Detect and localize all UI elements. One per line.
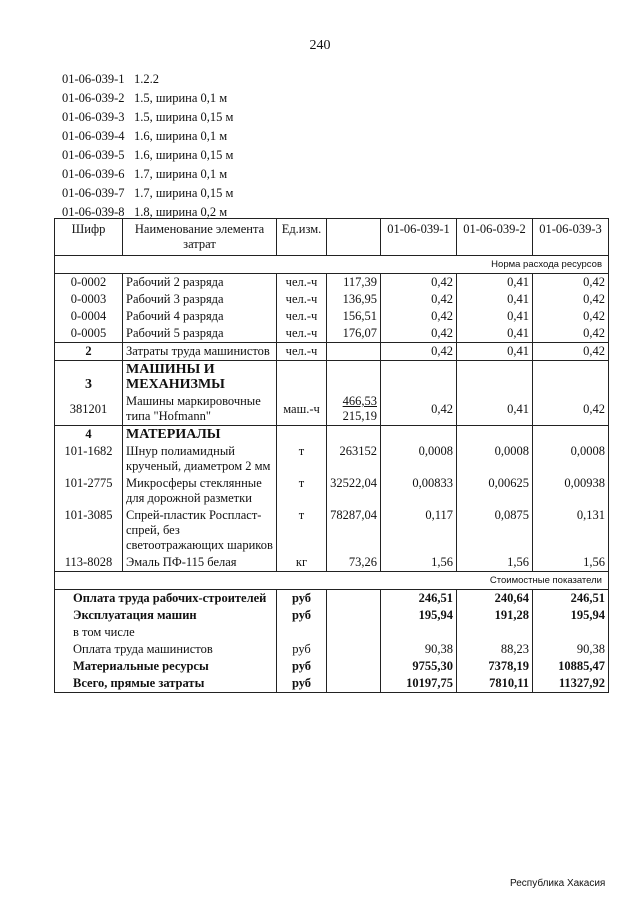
row-code: 113-8028 <box>55 554 123 572</box>
code-list <box>62 70 233 222</box>
row-code: 0-0005 <box>55 325 123 343</box>
row-code: 2 <box>55 343 123 361</box>
code-id: 01-06-039-2 <box>62 91 125 105</box>
code-row <box>62 184 233 203</box>
row-value-3: 0,42 <box>533 343 609 361</box>
row-value-3: 0,42 <box>533 291 609 308</box>
code-desc: 1.2.2 <box>134 72 159 86</box>
header-name: Наименование элемента затрат <box>123 219 277 256</box>
row-price: 156,51 <box>327 308 381 325</box>
cost-name: Оплата труда рабочих-строителей <box>55 590 277 608</box>
table-header-row <box>55 219 609 256</box>
row-value-1: 0,42 <box>381 325 457 343</box>
section-norm-label: Норма расхода ресурсов <box>55 256 609 274</box>
row-price: 78287,04 <box>327 507 381 554</box>
table-row <box>55 325 609 343</box>
row-unit: кг <box>277 554 327 572</box>
row-unit: т <box>277 475 327 507</box>
cost-row <box>55 658 609 675</box>
cost-name: Эксплуатация машин <box>55 607 277 624</box>
row-price: 136,95 <box>327 291 381 308</box>
code-desc: 1.8, ширина 0,2 м <box>134 205 228 219</box>
row-name: Рабочий 5 разряда <box>123 325 277 343</box>
row-value-3: 0,00938 <box>533 475 609 507</box>
footer-region: Республика Хакасия <box>510 878 606 889</box>
row-code: 0-0003 <box>55 291 123 308</box>
price-primary: 466,53 <box>342 394 377 408</box>
row-value-1: 0,42 <box>381 343 457 361</box>
cost-row <box>55 641 609 658</box>
section-cost-row <box>55 572 609 590</box>
row-price: 73,26 <box>327 554 381 572</box>
table-row <box>55 343 609 361</box>
code-row <box>62 165 233 184</box>
code-row <box>62 89 233 108</box>
cost-row <box>55 607 609 624</box>
code-desc: 1.7, ширина 0,1 м <box>134 167 228 181</box>
row-value-1: 0,117 <box>381 507 457 554</box>
row-unit: чел.-ч <box>277 308 327 325</box>
table-row <box>55 554 609 572</box>
cost-value-1: 90,38 <box>381 641 457 658</box>
cost-name: в том числе <box>55 624 277 641</box>
row-unit: чел.-ч <box>277 291 327 308</box>
row-price <box>327 393 381 426</box>
cost-value-3: 11327,92 <box>533 675 609 693</box>
table-row <box>55 308 609 325</box>
row-code: 0-0002 <box>55 274 123 292</box>
price-secondary: 215,19 <box>342 409 377 423</box>
table-row <box>55 507 609 554</box>
cost-value-3: 246,51 <box>533 590 609 608</box>
row-name: Рабочий 3 разряда <box>123 291 277 308</box>
cost-unit: руб <box>277 607 327 624</box>
code-id: 01-06-039-8 <box>62 205 125 219</box>
table-row <box>55 475 609 507</box>
cost-value-3 <box>533 624 609 641</box>
cost-value-2: 7810,11 <box>457 675 533 693</box>
header-col-1: 01-06-039-1 <box>381 219 457 256</box>
row-price: 176,07 <box>327 325 381 343</box>
row-name: Эмаль ПФ-115 белая <box>123 554 277 572</box>
resource-table <box>54 218 609 693</box>
section-cost-label: Стоимостные показатели <box>55 572 609 590</box>
code-id: 01-06-039-6 <box>62 167 125 181</box>
cost-value-3: 195,94 <box>533 607 609 624</box>
header-col-3: 01-06-039-3 <box>533 219 609 256</box>
row-value-2: 0,41 <box>457 393 533 426</box>
row-code: 4 <box>55 426 123 444</box>
row-price: 117,39 <box>327 274 381 292</box>
code-row <box>62 70 233 89</box>
code-id: 01-06-039-1 <box>62 72 125 86</box>
cost-unit: руб <box>277 675 327 693</box>
row-value-2: 0,41 <box>457 343 533 361</box>
row-value-3: 0,42 <box>533 274 609 292</box>
row-value-3: 0,42 <box>533 308 609 325</box>
row-code: 101-2775 <box>55 475 123 507</box>
code-desc: 1.5, ширина 0,15 м <box>134 110 234 124</box>
cost-value-1: 9755,30 <box>381 658 457 675</box>
code-id: 01-06-039-3 <box>62 110 125 124</box>
row-name: Микросферы стеклянные для дорожной разметки <box>123 475 277 507</box>
group-title: МАШИНЫ И МЕХАНИЗМЫ <box>123 361 277 394</box>
row-value-2: 0,41 <box>457 325 533 343</box>
cost-unit: руб <box>277 658 327 675</box>
code-desc: 1.5, ширина 0,1 м <box>134 91 228 105</box>
row-value-3: 0,131 <box>533 507 609 554</box>
table-row <box>55 291 609 308</box>
row-price: 263152 <box>327 443 381 475</box>
row-name: Затраты труда машинистов <box>123 343 277 361</box>
cost-value-2: 240,64 <box>457 590 533 608</box>
row-unit: т <box>277 507 327 554</box>
cost-value-1: 195,94 <box>381 607 457 624</box>
header-col-2: 01-06-039-2 <box>457 219 533 256</box>
page-number: 240 <box>309 38 331 53</box>
group-title: МАТЕРИАЛЫ <box>123 426 277 444</box>
cost-value-1: 246,51 <box>381 590 457 608</box>
cost-value-2 <box>457 624 533 641</box>
code-desc: 1.6, ширина 0,15 м <box>134 148 234 162</box>
row-code: 3 <box>55 361 123 394</box>
cost-value-1 <box>381 624 457 641</box>
row-code: 0-0004 <box>55 308 123 325</box>
row-name: Спрей-пластик Роспласт-спрей, без светоотражающих шариков <box>123 507 277 554</box>
row-value-1: 0,00833 <box>381 475 457 507</box>
row-value-1: 0,42 <box>381 291 457 308</box>
row-name: Рабочий 4 разряда <box>123 308 277 325</box>
code-row <box>62 127 233 146</box>
cost-name: Материальные ресурсы <box>55 658 277 675</box>
row-name: Шнур полиамидный крученый, диаметром 2 мм <box>123 443 277 475</box>
row-value-1: 0,42 <box>381 274 457 292</box>
cost-name: Оплата труда машинистов <box>55 641 277 658</box>
row-value-2: 1,56 <box>457 554 533 572</box>
row-value-2: 0,00625 <box>457 475 533 507</box>
cost-value-1: 10197,75 <box>381 675 457 693</box>
table-row <box>55 393 609 426</box>
row-price: 32522,04 <box>327 475 381 507</box>
row-value-2: 0,0875 <box>457 507 533 554</box>
row-value-1: 0,42 <box>381 393 457 426</box>
header-unit: Ед.изм. <box>277 219 327 256</box>
row-value-2: 0,0008 <box>457 443 533 475</box>
header-cipher: Шифр <box>55 219 123 256</box>
row-value-1: 1,56 <box>381 554 457 572</box>
section-norm-row <box>55 256 609 274</box>
table-row <box>55 274 609 292</box>
row-value-3: 0,0008 <box>533 443 609 475</box>
cost-row <box>55 624 609 641</box>
row-unit: чел.-ч <box>277 343 327 361</box>
row-name: Рабочий 2 разряда <box>123 274 277 292</box>
row-unit: чел.-ч <box>277 325 327 343</box>
row-value-3: 0,42 <box>533 393 609 426</box>
cost-value-2: 7378,19 <box>457 658 533 675</box>
cost-value-3: 90,38 <box>533 641 609 658</box>
row-code: 101-3085 <box>55 507 123 554</box>
row-value-3: 0,42 <box>533 325 609 343</box>
code-id: 01-06-039-5 <box>62 148 125 162</box>
cost-value-3: 10885,47 <box>533 658 609 675</box>
row-value-2: 0,41 <box>457 308 533 325</box>
header-price <box>327 219 381 256</box>
cost-unit: руб <box>277 590 327 608</box>
row-unit: маш.-ч <box>277 393 327 426</box>
row-value-3: 1,56 <box>533 554 609 572</box>
cost-unit: руб <box>277 641 327 658</box>
cost-value-2: 191,28 <box>457 607 533 624</box>
row-value-1: 0,0008 <box>381 443 457 475</box>
row-unit: чел.-ч <box>277 274 327 292</box>
row-unit: т <box>277 443 327 475</box>
code-row <box>62 108 233 127</box>
code-desc: 1.7, ширина 0,15 м <box>134 186 234 200</box>
table-row <box>55 443 609 475</box>
cost-row <box>55 675 609 693</box>
code-id: 01-06-039-4 <box>62 129 125 143</box>
row-name: Машины маркировочные типа "Hofmann" <box>123 393 277 426</box>
row-price <box>327 343 381 361</box>
row-value-2: 0,41 <box>457 274 533 292</box>
cost-row <box>55 590 609 608</box>
row-value-2: 0,41 <box>457 291 533 308</box>
code-id: 01-06-039-7 <box>62 186 125 200</box>
row-code: 101-1682 <box>55 443 123 475</box>
group-row-machines <box>55 361 609 394</box>
row-code: 381201 <box>55 393 123 426</box>
code-desc: 1.6, ширина 0,1 м <box>134 129 228 143</box>
cost-unit <box>277 624 327 641</box>
group-row-materials <box>55 426 609 444</box>
cost-value-2: 88,23 <box>457 641 533 658</box>
cost-name: Всего, прямые затраты <box>55 675 277 693</box>
code-row <box>62 146 233 165</box>
row-value-1: 0,42 <box>381 308 457 325</box>
